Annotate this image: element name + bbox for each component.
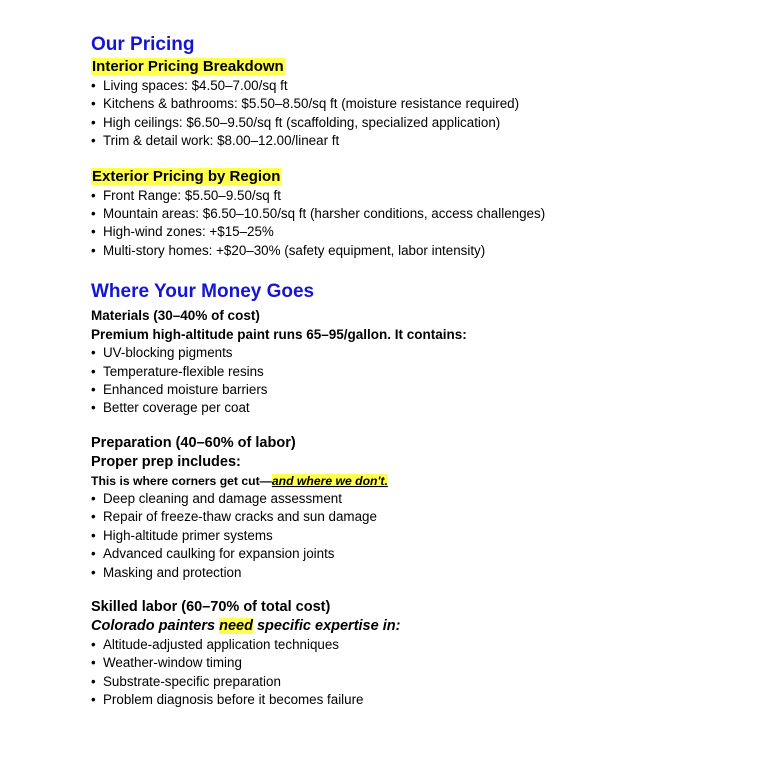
- list-item: • Temperature-flexible resins: [91, 363, 751, 381]
- interior-heading: [91, 57, 751, 77]
- list-item: • Multi-story homes: +$20–30% (safety equipment, labor intensity): [91, 242, 751, 260]
- exterior-heading-text: Exterior Pricing by Region: [92, 167, 281, 185]
- list-item: • High-wind zones: +$15–25%: [91, 223, 751, 241]
- labor-sub-suffix: specific expertise in:: [252, 617, 401, 634]
- list-item: • Trim & detail work: $8.00–12.00/linear ft: [91, 132, 751, 150]
- labor-sub-prefix: Colorado painters: [91, 617, 220, 634]
- labor-subheading: [91, 617, 751, 636]
- list-item: • UV-blocking pigments: [91, 344, 751, 362]
- list-item: • Repair of freeze-thaw cracks and sun damage: [91, 508, 751, 526]
- list-item: • Substrate-specific preparation: [91, 673, 751, 691]
- pricing-title: Our Pricing: [91, 34, 195, 55]
- preparation-note: [91, 472, 751, 490]
- document-content: [91, 33, 751, 710]
- list-item: • High-altitude primer systems: [91, 527, 751, 545]
- list-item: • Better coverage per coat: [91, 399, 751, 417]
- list-item: • Deep cleaning and damage assessment: [91, 490, 751, 508]
- preparation-heading: Preparation (40–60% of labor): [91, 434, 296, 451]
- preparation-list: [91, 490, 751, 582]
- list-item: • Problem diagnosis before it becomes failure: [91, 691, 751, 709]
- labor-heading: Skilled labor (60–70% of total cost): [91, 598, 331, 615]
- list-item: • High ceilings: $6.50–9.50/sq ft (scaffolding, specialized application): [91, 114, 751, 132]
- list-item: • Enhanced moisture barriers: [91, 381, 751, 399]
- list-item: • Mountain areas: $6.50–10.50/sq ft (harsher conditions, access challenges): [91, 205, 751, 223]
- materials-list: [91, 344, 751, 418]
- money-title: Where Your Money Goes: [91, 281, 315, 303]
- list-item: • Kitchens & bathrooms: $5.50–8.50/sq ft (moisture resistance required): [91, 95, 751, 113]
- exterior-list: [91, 187, 751, 261]
- list-item: • Living spaces: $4.50–7.00/sq ft: [91, 77, 751, 95]
- materials-subheading: Premium high-altitude paint runs 65–95/gallon. It contains:: [91, 327, 467, 343]
- preparation-note-prefix: This is where corners get cut—: [91, 473, 272, 488]
- labor-sub-emphasis: need: [219, 617, 253, 634]
- preparation-subheading: Proper prep includes:: [91, 453, 241, 470]
- list-item: • Masking and protection: [91, 564, 751, 582]
- list-item: • Weather-window timing: [91, 654, 751, 672]
- interior-heading-text: Interior Pricing Breakdown: [92, 58, 284, 75]
- interior-list: [91, 77, 751, 151]
- exterior-heading: [91, 167, 751, 187]
- preparation-note-emphasis: and where we don't.: [271, 473, 388, 488]
- list-item: • Altitude-adjusted application techniques: [91, 636, 751, 654]
- list-item: • Advanced caulking for expansion joints: [91, 545, 751, 563]
- list-item: • Front Range: $5.50–9.50/sq ft: [91, 187, 751, 205]
- materials-heading: Materials (30–40% of cost): [91, 308, 260, 324]
- labor-list: [91, 636, 751, 710]
